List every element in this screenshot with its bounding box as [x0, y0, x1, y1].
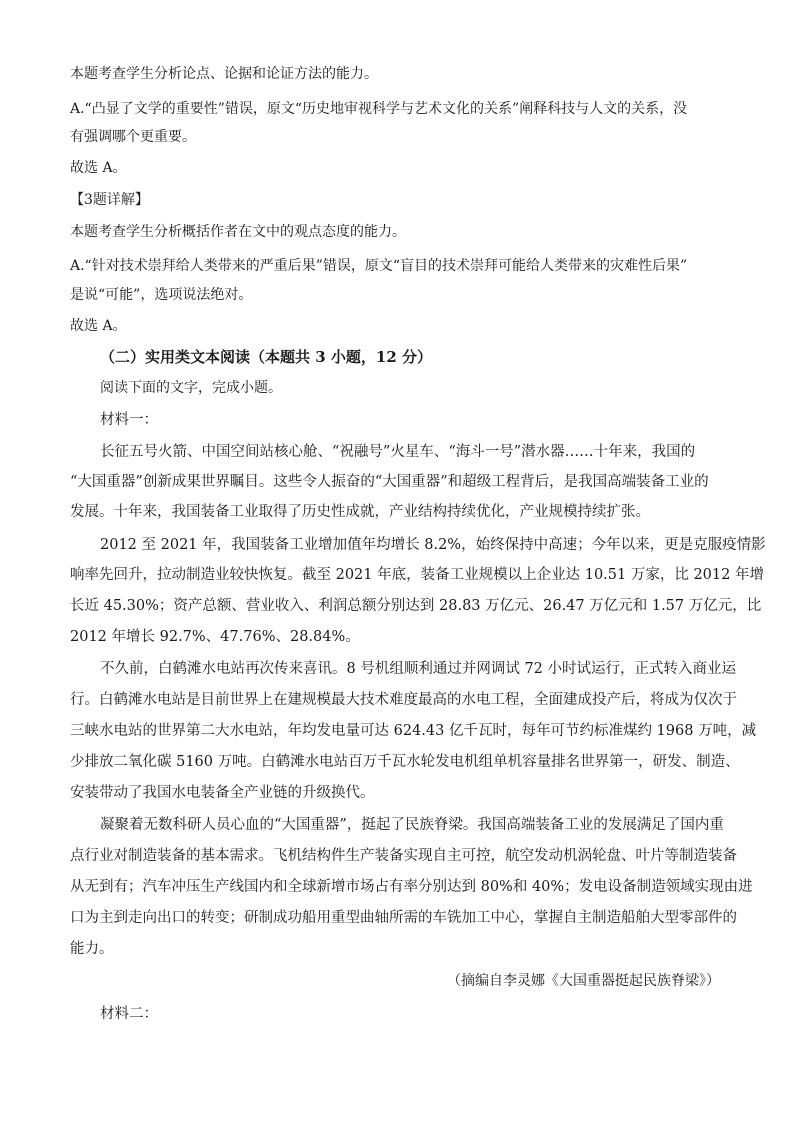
answer-line: 是说“可能”，选项说法绝对。 — [70, 287, 253, 303]
paragraph-line: 能力。 — [70, 941, 114, 957]
paragraph-line: 凝聚着无数科研人员心血的“大国重器”，挺起了民族脊梁。我国高端装备工业的发展满足了国内重 — [100, 817, 724, 833]
paragraph-line: 少排放二氧化碳 5160 万吨。白鹤滩水电站百万千瓦水轮发电机组单机容量排名世界第一，研发、制造、 — [70, 754, 740, 770]
paragraph-line: 从无到有；汽车冲压生产线国内和全球新增市场占有率分别达到 80%和 40%；发电设备制造领域实现由进 — [70, 879, 753, 895]
answer-line: A.“针对技术崇拜给人类带来的严重后果”错误，原文“盲目的技术崇拜可能给人类带来的灾难性后果” — [70, 258, 688, 274]
answer-choice: 故选 A。 — [70, 318, 127, 334]
paragraph-line: 不久前，白鹤滩水电站再次传来喜讯。8 号机组顺利通过并网调试 72 小时试运行，正式转入商业运 — [100, 661, 736, 677]
paragraph-line: 2012 至 2021 年，我国装备工业增加值年均增长 8.2%，始终保持中高速；今年以来，更是克服疫情影 — [100, 537, 766, 553]
section-title: （二）实用类文本阅读（本题共 3 小题，12 分） — [100, 348, 432, 366]
paragraph-line: 长征五号火箭、中国空间站核心舱、“祝融号”火星车、“海斗一号”潜水器……十年来，我国的 — [100, 444, 696, 460]
material-label: 材料二： — [100, 1006, 158, 1022]
paragraph-line: 长近 45.30%；资产总额、营业收入、利润总额分别达到 28.83 万亿元、26.47 万亿元和 1.57 万亿元，比 — [70, 598, 762, 614]
paragraph-line: 三峡水电站的世界第二大水电站，年均发电量可达 624.43 亿千瓦时，每年可节约标准煤约 1968 万吨，减 — [70, 723, 757, 739]
paragraph-line: 行。白鹤滩水电站是目前世界上在建规模最大技术难度最高的水电工程，全面建成投产后，将成为仅次于 — [70, 692, 737, 708]
paragraph-line: 安装带动了我国水电装备全产业链的升级换代。 — [70, 785, 375, 801]
source-citation: （摘编自李灵娜《大国重器挺起民族脊梁》） — [447, 973, 720, 989]
paragraph-line: 2012 年增长 92.7%、47.76%、28.84%。 — [70, 629, 360, 645]
paragraph-line: 点行业对制造装备的基本需求。飞机结构件生产装备实现自主可控，航空发动机涡轮盘、叶片等制造装备 — [70, 848, 737, 864]
answer-line: 本题考查学生分析概括作者在文中的观点态度的能力。 — [70, 224, 406, 240]
question-header: 【3题详解】 — [70, 192, 149, 208]
answer-line: 有强调哪个更重要。 — [70, 129, 196, 145]
paragraph-line: 发展。十年来，我国装备工业取得了历史性成就，产业结构持续优化，产业规模持续扩张。 — [70, 504, 650, 520]
paragraph-line: 响率先回升，拉动制造业较快恢复。截至 2021 年底，装备工业规模以上企业达 10.51 万家，比 2012 年增 — [70, 567, 764, 583]
paragraph-line: “大国重器”创新成果世界瞩目。这些令人振奋的“大国重器”和超级工程背后，是我国高端装备工业的 — [70, 474, 709, 490]
section-instruction: 阅读下面的文字，完成小题。 — [100, 380, 282, 396]
material-label: 材料一： — [100, 412, 158, 428]
answer-line: A.“凸显了文学的重要性”错误，原文“历史地审视科学与艺术文化的关系”阐释科技与人文的关系，没 — [70, 101, 688, 117]
paragraph-line: 口为主到走向出口的转变；研制成功船用重型曲轴所需的车铣加工中心，掌握自主制造船舶大型零部件的 — [70, 910, 737, 926]
answer-choice: 故选 A。 — [70, 160, 127, 176]
answer-line: 本题考查学生分析论点、论据和论证方法的能力。 — [70, 66, 378, 82]
